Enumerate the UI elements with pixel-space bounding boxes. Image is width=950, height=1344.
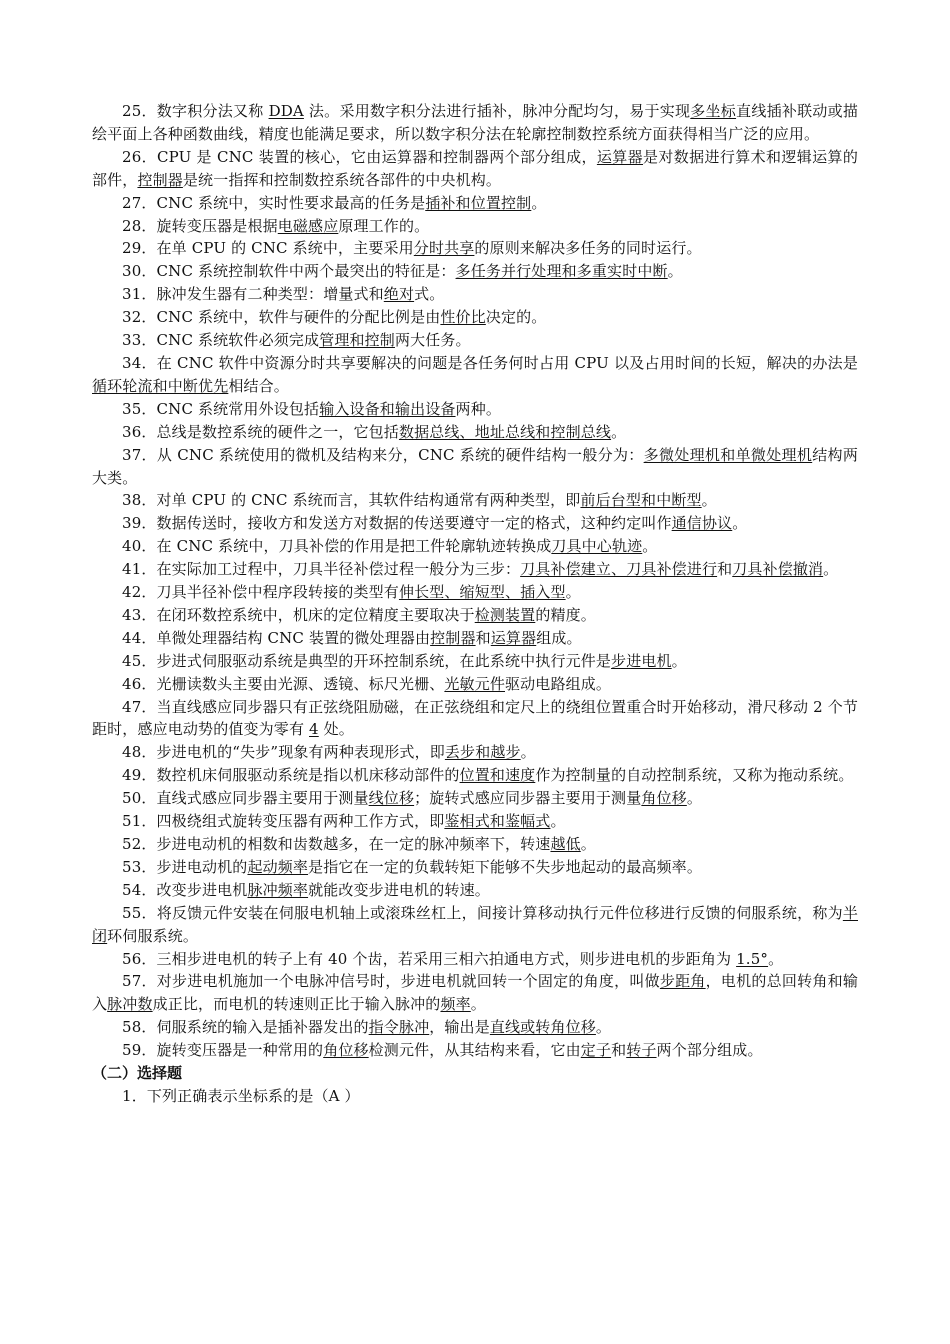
answer-paragraph bbox=[92, 398, 858, 421]
underlined-answer: 刀具补偿建立、刀具补偿进行 bbox=[520, 560, 718, 579]
paragraph-text: 。 bbox=[768, 949, 784, 968]
answer-paragraph bbox=[92, 879, 858, 902]
underlined-answer: 绝对 bbox=[383, 285, 415, 304]
paragraph-text: 成正比，而电机的转速则正比于输入脉冲的 bbox=[152, 995, 441, 1014]
paragraph-text: 。 bbox=[595, 1018, 612, 1037]
answer-paragraph bbox=[92, 237, 858, 260]
paragraph-text: 两种。 bbox=[455, 399, 501, 418]
paragraph-text: ，电机的总回转角和输入 bbox=[92, 972, 858, 1014]
answer-paragraph bbox=[92, 948, 858, 971]
paragraph-text: 就能改变步进电机的转速。 bbox=[308, 880, 490, 899]
paragraph-text: 27．CNC 系统中，实时性要求最高的任务是 bbox=[122, 193, 426, 212]
underlined-answer: 循环轮流和中断优先 bbox=[92, 376, 229, 395]
paragraph-text: 。 bbox=[565, 583, 581, 602]
underlined-answer: 线位移 bbox=[368, 789, 415, 808]
underlined-answer: 控制器 bbox=[430, 628, 476, 647]
paragraph-text: 。 bbox=[671, 651, 687, 670]
underlined-answer: 频率 bbox=[440, 995, 471, 1014]
paragraph-text: 作为控制量的自动控制系统，又称为拖动系统。 bbox=[535, 766, 854, 785]
underlined-answer: 运算器 bbox=[596, 147, 644, 166]
answer-paragraph bbox=[92, 833, 858, 856]
question-item: 1．下列正确表示坐标系的是（A ） bbox=[122, 1087, 360, 1106]
paragraph-text: 组成。 bbox=[536, 628, 582, 647]
underlined-answer: 分时共享 bbox=[413, 239, 475, 258]
answer-paragraph bbox=[92, 604, 858, 627]
underlined-answer: 4 bbox=[309, 720, 319, 739]
answer-paragraph bbox=[92, 421, 858, 444]
underlined-answer: 转子 bbox=[626, 1041, 657, 1060]
paragraph-text: 42．刀具半径补偿中程序段转接的类型有 bbox=[122, 583, 399, 602]
paragraph-text: 两个部分组成。 bbox=[656, 1041, 763, 1060]
paragraph-text: 25．数字积分法又称 bbox=[122, 102, 269, 120]
answer-paragraph bbox=[92, 627, 858, 650]
paragraph-text: 40．在 CNC 系统中，刀具补偿的作用是把工件轮廓轨迹转换成 bbox=[122, 537, 552, 556]
underlined-answer: 直线或转角位移 bbox=[489, 1018, 596, 1037]
paragraph-text: 和 bbox=[717, 560, 733, 579]
answer-paragraph bbox=[92, 741, 858, 764]
paragraph-text: 直线插补联动或描绘平面上各种函数曲线，精度也能满足要求，所以数字积分法在轮廓控制数控系统方面获得相当广泛的应用。 bbox=[92, 102, 858, 143]
paragraph-text: 41．在实际加工过程中，刀具半径补偿过程一般分为三步： bbox=[122, 560, 521, 579]
underlined-answer: 性价比 bbox=[440, 308, 486, 327]
paragraph-text: 55．将反馈元件安装在伺服电机轴上或滚珠丝杠上，间接计算移动执行元件位移进行反馈的伺服系统，称为 bbox=[122, 903, 843, 922]
paragraph-text: 决定的。 bbox=[485, 308, 547, 327]
paragraph-text: 。 bbox=[520, 743, 536, 762]
paragraph-text: 34．在 CNC 软件中资源分时共享要解决的问题是各任务何时占用 CPU 以及占用时间的长短，解决的办法是 bbox=[122, 353, 858, 372]
answer-paragraph bbox=[92, 856, 858, 879]
underlined-answer: 输入设备和输出设备 bbox=[319, 399, 456, 418]
paragraph-text: 原理工作的。 bbox=[338, 216, 430, 235]
paragraph-text: 54．改变步进电机 bbox=[122, 880, 248, 899]
answer-paragraph bbox=[92, 192, 858, 215]
underlined-answer: 通信协议 bbox=[671, 514, 733, 533]
paragraph-text: 的原则来解决多任务的同时运行。 bbox=[474, 239, 702, 258]
paragraph-text: 39．数据传送时，接收方和发送方对数据的传送要遵守一定的格式，这种约定叫作 bbox=[122, 514, 672, 533]
paragraph-text: 。 bbox=[732, 514, 748, 533]
paragraph-text: 相结合。 bbox=[228, 376, 289, 395]
paragraph-text: 44．单微处理器结构 CNC 装置的微处理器由 bbox=[122, 628, 431, 647]
paragraph-text: 是指它在一定的负载转矩下能够不失步地起动的最高频率。 bbox=[308, 857, 702, 876]
paragraph-text: 30．CNC 系统控制软件中两个最突出的特征是： bbox=[122, 262, 456, 281]
paragraph-text: 结构两大类。 bbox=[92, 445, 858, 487]
answer-paragraph bbox=[92, 1016, 858, 1039]
answer-paragraph bbox=[92, 810, 858, 833]
paragraph-text: 28．旋转变压器是根据 bbox=[122, 216, 278, 235]
paragraph-text: 。 bbox=[531, 193, 547, 212]
answer-paragraph bbox=[92, 673, 858, 696]
paragraph-text: 。 bbox=[701, 491, 717, 510]
underlined-answer: 步距角 bbox=[659, 972, 706, 991]
paragraph-text: 两大任务。 bbox=[394, 331, 471, 350]
answer-paragraph bbox=[92, 696, 858, 742]
answer-paragraph bbox=[92, 260, 858, 283]
answer-paragraph bbox=[92, 444, 858, 490]
answer-paragraph bbox=[92, 970, 858, 1016]
paragraph-text: 26．CPU 是 CNC 装置的核心，它由运算器和控制器两个部分组成， bbox=[122, 147, 597, 166]
underlined-answer: 指令脉冲 bbox=[368, 1018, 430, 1037]
paragraph-text: ，输出是 bbox=[429, 1018, 490, 1037]
paragraph-text: 43．在闭环数控系统中，机床的定位精度主要取决于 bbox=[122, 605, 475, 624]
paragraph-text: 。 bbox=[642, 537, 658, 556]
paragraph-text: 31．脉冲发生器有二种类型：增量式和 bbox=[122, 285, 384, 304]
answer-paragraph bbox=[92, 787, 858, 810]
paragraph-text: 45．步进式伺服驱动系统是典型的开环控制系统，在此系统中执行元件是 bbox=[122, 651, 612, 670]
answer-paragraph bbox=[92, 283, 858, 306]
paragraph-text: 53．步进电动机的 bbox=[122, 857, 248, 876]
underlined-answer: 丢步和越步 bbox=[444, 743, 521, 762]
answer-paragraph bbox=[92, 1039, 858, 1062]
underlined-answer: 刀具中心轨迹 bbox=[551, 537, 643, 556]
paragraph-text: 38．对单 CPU 的 CNC 系统而言，其软件结构通常有两种类型，即 bbox=[122, 491, 581, 510]
paragraph-text: 36．总线是数控系统的硬件之一，它包括 bbox=[122, 422, 399, 441]
paragraph-text: 是对数据进行算术和逻辑运算的部件， bbox=[92, 147, 859, 189]
underlined-answer: 位置和速度 bbox=[459, 766, 536, 785]
paragraph-text: 52．步进电动机的相数和齿数越多，在一定的脉冲频率下，转速 bbox=[122, 835, 551, 853]
paragraph-text: 检测元件，从其结构来看，它由 bbox=[368, 1041, 581, 1060]
paragraph-text: 。 bbox=[580, 835, 596, 853]
section-heading: （二）选择题 bbox=[92, 1064, 183, 1083]
underlined-answer: 脉冲数 bbox=[107, 995, 153, 1014]
answer-paragraph bbox=[92, 352, 858, 398]
paragraph-text: 51．四极绕组式旋转变压器有两种工作方式，即 bbox=[122, 812, 445, 831]
answer-paragraph bbox=[92, 650, 858, 673]
underlined-answer: DDA bbox=[268, 102, 304, 120]
paragraph-text: 50．直线式感应同步器主要用于测量 bbox=[122, 789, 369, 808]
answer-paragraph bbox=[92, 902, 858, 948]
paragraph-text: 48．步进电机的“失步”现象有两种表现形式，即 bbox=[122, 743, 445, 762]
underlined-answer: 角位移 bbox=[641, 789, 687, 808]
paragraph-text: 29．在单 CPU 的 CNC 系统中，主要采用 bbox=[122, 239, 414, 258]
paragraph-text: 46．光栅读数头主要由光源、透镜、标尺光栅、 bbox=[122, 674, 445, 693]
answer-paragraph bbox=[92, 146, 858, 192]
paragraph-text: 。 bbox=[470, 995, 486, 1014]
paragraph-text: 37．从 CNC 系统使用的微机及结构来分，CNC 系统的硬件结构一般分为： bbox=[122, 445, 644, 464]
underlined-answer: 半闭 bbox=[92, 903, 858, 945]
underlined-answer: 多微处理机和单微处理机 bbox=[643, 445, 813, 464]
paragraph-text: 。 bbox=[667, 262, 683, 281]
paragraph-text: 。 bbox=[550, 812, 566, 831]
paragraph-text: 47．当直线感应同步器只有正弦绕阻励磁，在正弦绕组和定尺上的绕组位置重合时开始移动，滑尺移动 2 个节距时，感应电动势的值变为零有 bbox=[92, 697, 858, 739]
underlined-answer: 越低 bbox=[550, 835, 581, 853]
paragraph-text: 和 bbox=[475, 628, 491, 647]
underlined-answer: 伸长型、缩短型、插入型 bbox=[398, 583, 566, 602]
underlined-answer: 光敏元件 bbox=[444, 674, 505, 693]
underlined-answer: 鉴相式和鉴幅式 bbox=[444, 812, 551, 831]
paragraph-text: 35．CNC 系统常用外设包括 bbox=[122, 399, 320, 418]
answer-paragraph bbox=[92, 100, 858, 146]
fill-in-answers-list bbox=[92, 100, 858, 1062]
answer-paragraph bbox=[92, 581, 858, 604]
underlined-answer: 起动频率 bbox=[247, 857, 309, 876]
underlined-answer: 运算器 bbox=[490, 628, 537, 647]
paragraph-text: 57．对步进电机施加一个电脉冲信号时，步进电机就回转一个固定的角度，叫做 bbox=[122, 972, 660, 991]
underlined-answer: 数据总线、地址总线和控制总线 bbox=[398, 422, 612, 441]
paragraph-text: 59．旋转变压器是一种常用的 bbox=[122, 1041, 324, 1060]
underlined-answer: 角位移 bbox=[323, 1041, 369, 1060]
paragraph-text: 的精度。 bbox=[535, 605, 596, 624]
paragraph-text: 驱动电路组成。 bbox=[505, 674, 612, 693]
paragraph-text: 法。采用数字积分法进行插补，脉冲分配均匀，易于实现 bbox=[303, 102, 691, 120]
paragraph-text: 。 bbox=[686, 789, 702, 808]
answer-paragraph bbox=[92, 558, 858, 581]
paragraph-text: 。 bbox=[823, 560, 839, 579]
paragraph-text: 49．数控机床伺服驱动系统是指以机床移动部件的 bbox=[122, 766, 460, 785]
paragraph-text: 处。 bbox=[318, 720, 354, 739]
paragraph-text: 。 bbox=[611, 422, 627, 441]
paragraph-text: 是统一指挥和控制数控系统各部件的中央机构。 bbox=[182, 170, 502, 189]
paragraph-text: 32．CNC 系统中，软件与硬件的分配比例是由 bbox=[122, 308, 441, 327]
underlined-answer: 控制器 bbox=[137, 170, 183, 189]
paragraph-text: 58．伺服系统的输入是插补器发出的 bbox=[122, 1018, 369, 1037]
answer-paragraph bbox=[92, 329, 858, 352]
answer-paragraph bbox=[92, 535, 858, 558]
paragraph-text: 式。 bbox=[414, 285, 445, 304]
underlined-answer: 前后台型和中断型 bbox=[580, 491, 702, 510]
paragraph-text: 56．三相步进电机的转子上有 40 个齿，若采用三相六拍通电方式，则步进电机的步距角为 bbox=[122, 949, 737, 968]
underlined-answer: 脉冲频率 bbox=[247, 880, 309, 899]
underlined-answer: 步进电机 bbox=[611, 651, 672, 670]
answer-paragraph bbox=[92, 215, 858, 238]
paragraph-text: ；旋转式感应同步器主要用于测量 bbox=[414, 789, 642, 808]
underlined-answer: 电磁感应 bbox=[277, 216, 339, 235]
underlined-answer: 检测装置 bbox=[474, 605, 536, 624]
answer-paragraph bbox=[92, 489, 858, 512]
underlined-answer: 1.5° bbox=[736, 949, 769, 968]
underlined-answer: 刀具补偿撤消 bbox=[732, 560, 824, 579]
paragraph-text: 环伺服系统。 bbox=[107, 926, 199, 945]
answer-paragraph bbox=[92, 512, 858, 535]
underlined-answer: 定子 bbox=[580, 1041, 612, 1060]
underlined-answer: 多坐标 bbox=[690, 102, 737, 120]
underlined-answer: 插补和位置控制 bbox=[425, 193, 532, 212]
paragraph-text: 和 bbox=[611, 1041, 627, 1060]
underlined-answer: 管理和控制 bbox=[319, 331, 395, 350]
underlined-answer: 多任务并行处理和多重实时中断 bbox=[455, 262, 668, 281]
answer-paragraph bbox=[92, 306, 858, 329]
paragraph-text: 33．CNC 系统软件必须完成 bbox=[122, 331, 320, 350]
answer-paragraph bbox=[92, 764, 858, 787]
